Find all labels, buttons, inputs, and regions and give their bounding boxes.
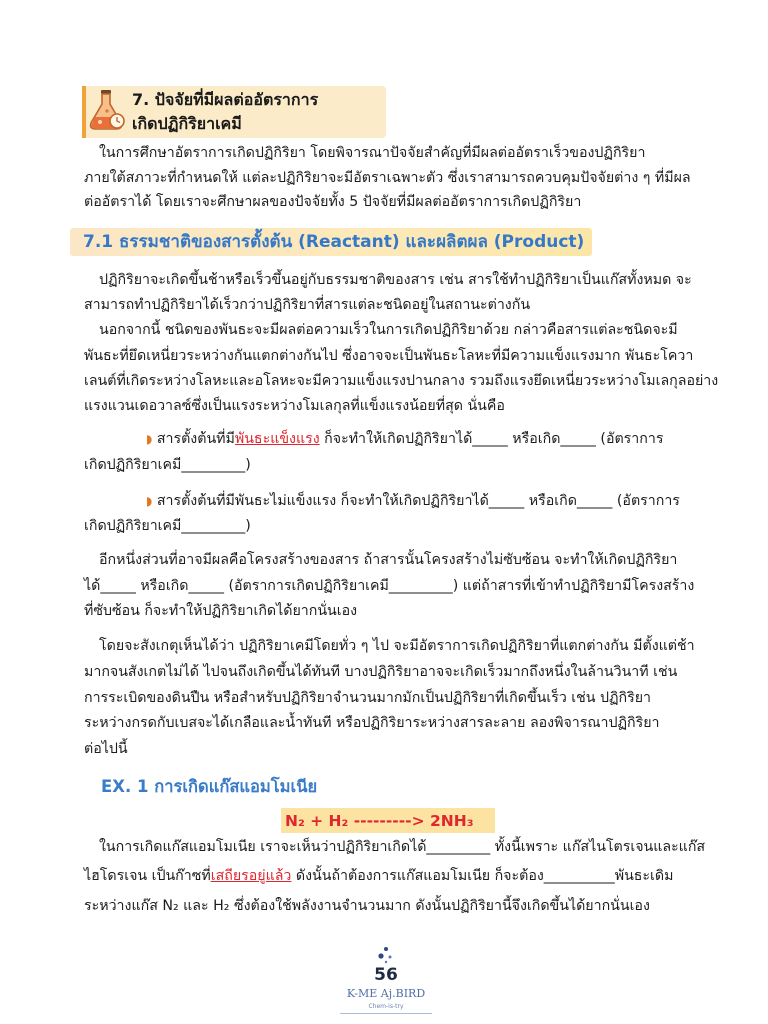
intro-line: ต่ออัตราได้ โดยเราจะศึกษาผลของปัจจัยทั้ง 5 ปัจจัยที่มีผลต่ออัตราการเกิดปฏิกิริยา: [84, 194, 582, 210]
bullet-continuation: เกิดปฏิกิริยาเคมี_________): [84, 518, 251, 534]
bullet-text: สารตั้งต้นที่มีพันธะไม่แข็งแรง ก็จะทำให้เกิดปฏิกิริยาได้_____ หรือเกิด_____ (อัตราการ: [156, 493, 680, 509]
intro-line: ภายใต้สภาวะที่กำหนดให้ แต่ละปฏิกิริยาจะมีอัตราเฉพาะตัว ซึ่งเราสามารถควบคุมปัจจัยต่าง ๆ ที่มีผล: [84, 170, 691, 186]
paragraph-line: ที่ซับซ้อน ก็จะทำให้ปฏิกิริยาเกิดได้ยากนั่นเอง: [84, 603, 358, 619]
paragraph-line: แรงแวนเดอวาลซ์ซึ่งเป็นแรงระหว่างโมเลกุลที่แข็งแรงน้อยที่สุด นั่นคือ: [84, 398, 505, 414]
example-highlight: เสถียรอยู่แล้ว: [210, 868, 292, 884]
bullet-item: [146, 429, 663, 449]
paragraph-line: ปฏิกิริยาจะเกิดขึ้นช้าหรือเร็วขึ้นอยู่กับธรรมชาติของสาร เช่น สารใช้ทำปฏิกิริยาเป็นแก๊สทั้งหมด จะ: [99, 272, 692, 288]
example-text-pre: ไฮโดรเจน เป็นก๊าซที่: [84, 868, 211, 884]
logo-divider: [340, 1013, 432, 1014]
paragraph-line: สามารถทำปฏิกิริยาได้เร็วกว่าปฏิกิริยาที่สารแต่ละชนิดอยู่ในสถานะต่างกัน: [84, 297, 531, 313]
example-title: EX. 1 การเกิดแก๊สแอมโมเนีย: [101, 777, 318, 796]
bullet-continuation: เกิดปฏิกิริยาเคมี_________): [84, 457, 251, 473]
molecule-dots-icon: [374, 945, 398, 965]
intro-line: ในการศึกษาอัตราการเกิดปฏิกิริยา โดยพิจารณาปัจจัยสำคัญที่มีผลต่ออัตราเร็วของปฏิกิริยา: [99, 145, 646, 161]
bullet-text-pre: สารตั้งต้นที่มี: [156, 431, 235, 447]
section-title-line1: 7. ปัจจัยที่มีผลต่ออัตราการ: [132, 90, 319, 109]
example-line: [84, 866, 673, 886]
paragraph-line: อีกหนึ่งส่วนที่อาจมีผลคือโครงสร้างของสาร ถ้าสารนั้นโครงสร้างไม่ซับซ้อน จะทำให้เกิดปฏิกิริยา: [99, 552, 678, 568]
paragraph-line: เลนต์ที่เกิดระหว่างโลหะและอโลหะจะมีความแข็งแรงปานกลาง รวมถึงแรงยึดเหนี่ยวระหว่างโมเลกุลอย่าง: [84, 373, 719, 389]
paragraph-line: พันธะที่ยึดเหนี่ยวระหว่างกันแตกต่างกันไป ซึ่งอาจจะเป็นพันธะโลหะที่มีความแข็งแรงมาก พันธะโควา: [84, 348, 694, 364]
example-line: ในการเกิดแก๊สแอมโมเนีย เราจะเห็นว่าปฏิกิริยาเกิดได้_________ ทั้งนี้เพราะ แก๊สไนโตรเจนและแก๊ส: [99, 839, 706, 855]
paragraph-line: โดยจะสังเกตุเห็นได้ว่า ปฏิกิริยาเคมีโดยทั่ว ๆ ไป จะมีอัตราการเกิดปฏิกิริยาที่แตกต่างกัน มีตั้งแต่ช้า: [99, 638, 695, 654]
paragraph-line: ได้_____ หรือเกิด_____ (อัตราการเกิดปฏิกิริยาเคมี_________) แต่ถ้าสารที่เข้าทำปฏิกิริยามีโครงสร้าง: [84, 578, 695, 594]
example-line: ระหว่างแก๊ส N₂ และ H₂ ซึ่งต้องใช้พลังงานจำนวนมาก ดังนั้นปฏิกิริยานี้จึงเกิดขึ้นได้ยากนั่นเอง: [84, 898, 650, 914]
paragraph-line: การระเบิดของดินปืน หรือสำหรับปฏิกิริยาจำนวนมากมักเป็นปฏิกิริยาที่เกิดขึ้นเร็ว เช่น ปฏิกิริยา: [84, 690, 652, 706]
bullet-text-post: ก็จะทำให้เกิดปฏิกิริยาได้_____ หรือเกิด_____ (อัตราการ: [319, 431, 664, 447]
brand-logo: K-ME Aj.BIRD: [346, 987, 426, 1000]
paragraph-line: ต่อไปนี้: [84, 741, 128, 757]
paragraph-line: นอกจากนี้ ชนิดของพันธะจะมีผลต่อความเร็วในการเกิดปฏิกิริยาด้วย กล่าวคือสารแต่ละชนิดจะมี: [99, 322, 678, 338]
subsection-title: 7.1 ธรรมชาติของสารตั้งต้น (Reactant) และผลิตผล (Product): [83, 232, 585, 252]
flask-with-clock-icon: [86, 87, 128, 135]
paragraph-line: มากจนสังเกตไม่ได้ ไปจนถึงเกิดขึ้นได้ทันที บางปฏิกิริยาอาจจะเกิดเร็วมากถึงหนึ่งในล้านวินาที เช่น: [84, 664, 678, 680]
page-number: 56: [374, 965, 398, 985]
brand-tagline: Chem-is-try: [368, 1003, 404, 1010]
bullet-marker-icon: ◗: [146, 432, 153, 446]
section-title-line2: เกิดปฏิกิริยาเคมี: [132, 114, 242, 133]
example-text-post: ดังนั้นถ้าต้องการแก๊สแอมโมเนีย ก็จะต้อง__________พันธะเดิม: [291, 868, 674, 884]
bullet-item: [146, 491, 680, 511]
bullet-marker-icon: ◗: [146, 494, 153, 508]
paragraph-line: ระหว่างกรดกับเบสจะได้เกลือและน้ำทันที หรือปฏิกิริยาระหว่างสารละลาย ลองพิจารณาปฏิกิริยา: [84, 715, 660, 731]
bullet-highlight: พันธะแข็งแรง: [234, 431, 320, 447]
chemical-equation: N₂ + H₂ ---------> 2NH₃: [285, 812, 474, 830]
